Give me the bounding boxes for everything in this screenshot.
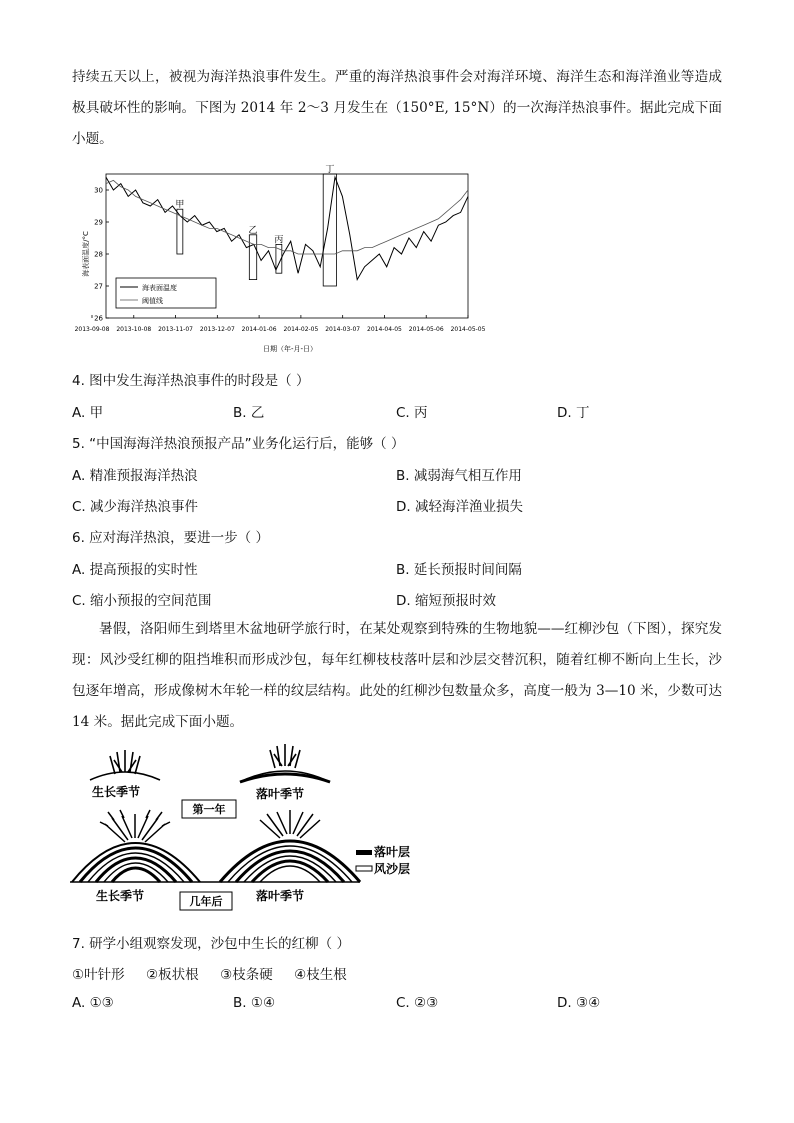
legend-sand-layer: 风沙层 — [374, 862, 411, 876]
sand-mound-figure — [70, 742, 430, 914]
q6-option-a[interactable]: A. 提高预报的实时性 — [72, 562, 198, 578]
x-tick-label: 2013-11-07 — [158, 326, 193, 333]
q5-option-d[interactable]: D. 减轻海洋渔业损失 — [396, 499, 523, 515]
x-tick-label: 2014-02-05 — [283, 326, 319, 333]
q7-option-b[interactable]: B. ①④ — [233, 995, 276, 1011]
y-tick-label: 30 — [94, 186, 103, 195]
y-axis-label: 海表面温度/°C — [82, 231, 90, 277]
label-year-1: 第一年 — [192, 803, 226, 816]
x-tick-label: 2013-09-08 — [74, 326, 110, 333]
mound-legend — [356, 844, 410, 876]
shrub-small-growing — [90, 750, 160, 780]
q5-option-a[interactable]: A. 精准预报海洋热浪 — [72, 468, 198, 484]
label-falling-2: 落叶季节 — [256, 889, 305, 903]
x-tick-label: 2014-05-05 — [450, 326, 486, 333]
event-label: 丙 — [274, 235, 284, 246]
y-tick-label: 26 — [94, 314, 103, 323]
q6-option-b[interactable]: B. 延长预报时间间隔 — [396, 562, 522, 578]
x-tick-label: 2014-04-05 — [367, 326, 402, 333]
x-tick-label: 2014-03-07 — [325, 326, 361, 333]
chart-legend — [116, 278, 216, 308]
event-label: 丁 — [325, 165, 335, 175]
q4-option-c[interactable]: C. 丙 — [396, 405, 428, 421]
label-years-later: 几年后 — [189, 895, 223, 908]
label-growing-1: 生长季节 — [92, 785, 141, 799]
legend-leaf-layer: 落叶层 — [374, 845, 411, 859]
q4-option-d[interactable]: D. 丁 — [557, 405, 590, 421]
event-box — [249, 235, 256, 280]
legend-sst: 海表面温度 — [142, 284, 177, 292]
x-tick-label: 2013-10-08 — [116, 326, 152, 333]
sst-chart — [74, 165, 486, 356]
q7-option-a[interactable]: A. ①③ — [72, 995, 114, 1011]
legend-threshold: 阈值线 — [142, 297, 163, 305]
y-tick-label: 28 — [94, 250, 103, 259]
event-label: 乙 — [248, 225, 258, 236]
q5-option-c[interactable]: C. 减少海洋热浪事件 — [72, 499, 199, 515]
mound-growing-later — [70, 810, 220, 882]
q6-option-c[interactable]: C. 缩小预报的空间范围 — [72, 593, 212, 609]
intro-paragraph: 持续五天以上，被视为海洋热浪事件发生。严重的海洋热浪事件会对海洋环境、海洋生态和海洋渔业等造成极具破坏性的影响。下图为 2014 年 2～3 月发生在（150°E, 15°N）的一次海洋热浪事件。据此完成下面小题。 — [72, 69, 722, 147]
q6-stem: 6. 应对海洋热浪，要进一步（ ） — [72, 530, 269, 546]
y-tick-label: 29 — [94, 218, 103, 227]
q4-option-b[interactable]: B. 乙 — [233, 405, 265, 421]
x-tick-label: 2013-12-07 — [199, 326, 235, 333]
q4-option-a[interactable]: A. 甲 — [72, 405, 104, 421]
x-axis-label: 日期（年-月-日） — [262, 345, 318, 353]
q5-stem: 5. “中国海海洋热浪预报产品”业务化运行后，能够（ ） — [72, 436, 405, 452]
q7-option-d[interactable]: D. ③④ — [557, 995, 601, 1011]
x-tick-label: 2014-01-06 — [241, 326, 277, 333]
q7-option-c[interactable]: C. ②③ — [396, 995, 439, 1011]
sst-chart-svg — [74, 165, 486, 356]
passage-2: 暑假，洛阳师生到塔里木盆地研学旅行时，在某处观察到特殊的生物地貌——红柳沙包（下图），探究发现：风沙受红柳的阻挡堆积而形成沙包，每年红柳枝枝落叶层和沙层交替沉积，随着红柳不断向上生长，沙包逐年增高，形成像树木年轮一样的纹层结构。此处的红柳沙包数量众多，高度一般为 3—10 米，少数可达 14 米。据此完成下面小题。 — [72, 621, 722, 730]
y-tick-label: 27 — [94, 282, 103, 291]
label-falling-1: 落叶季节 — [256, 787, 305, 801]
mound-falling-later — [220, 810, 360, 882]
q5-option-b[interactable]: B. 减弱海气相互作用 — [396, 468, 522, 484]
q6-option-d[interactable]: D. 缩短预报时效 — [396, 593, 496, 609]
label-growing-2: 生长季节 — [96, 889, 145, 903]
event-box — [323, 174, 336, 286]
event-label: 甲 — [175, 200, 185, 211]
q7-stem: 7. 研学小组观察发现，沙包中生长的红柳（ ） — [72, 936, 350, 952]
q7-choices: ①叶针形 ②板状根 ③枝条硬 ④枝生根 — [72, 967, 347, 983]
sand-mound-svg — [70, 742, 430, 914]
q4-stem: 4. 图中发生海洋热浪事件的时段是（ ） — [72, 373, 310, 389]
x-tick-label: 2014-05-06 — [408, 326, 444, 333]
shrub-small-falling — [240, 744, 330, 782]
series-line — [106, 177, 468, 279]
series-line — [106, 180, 468, 254]
